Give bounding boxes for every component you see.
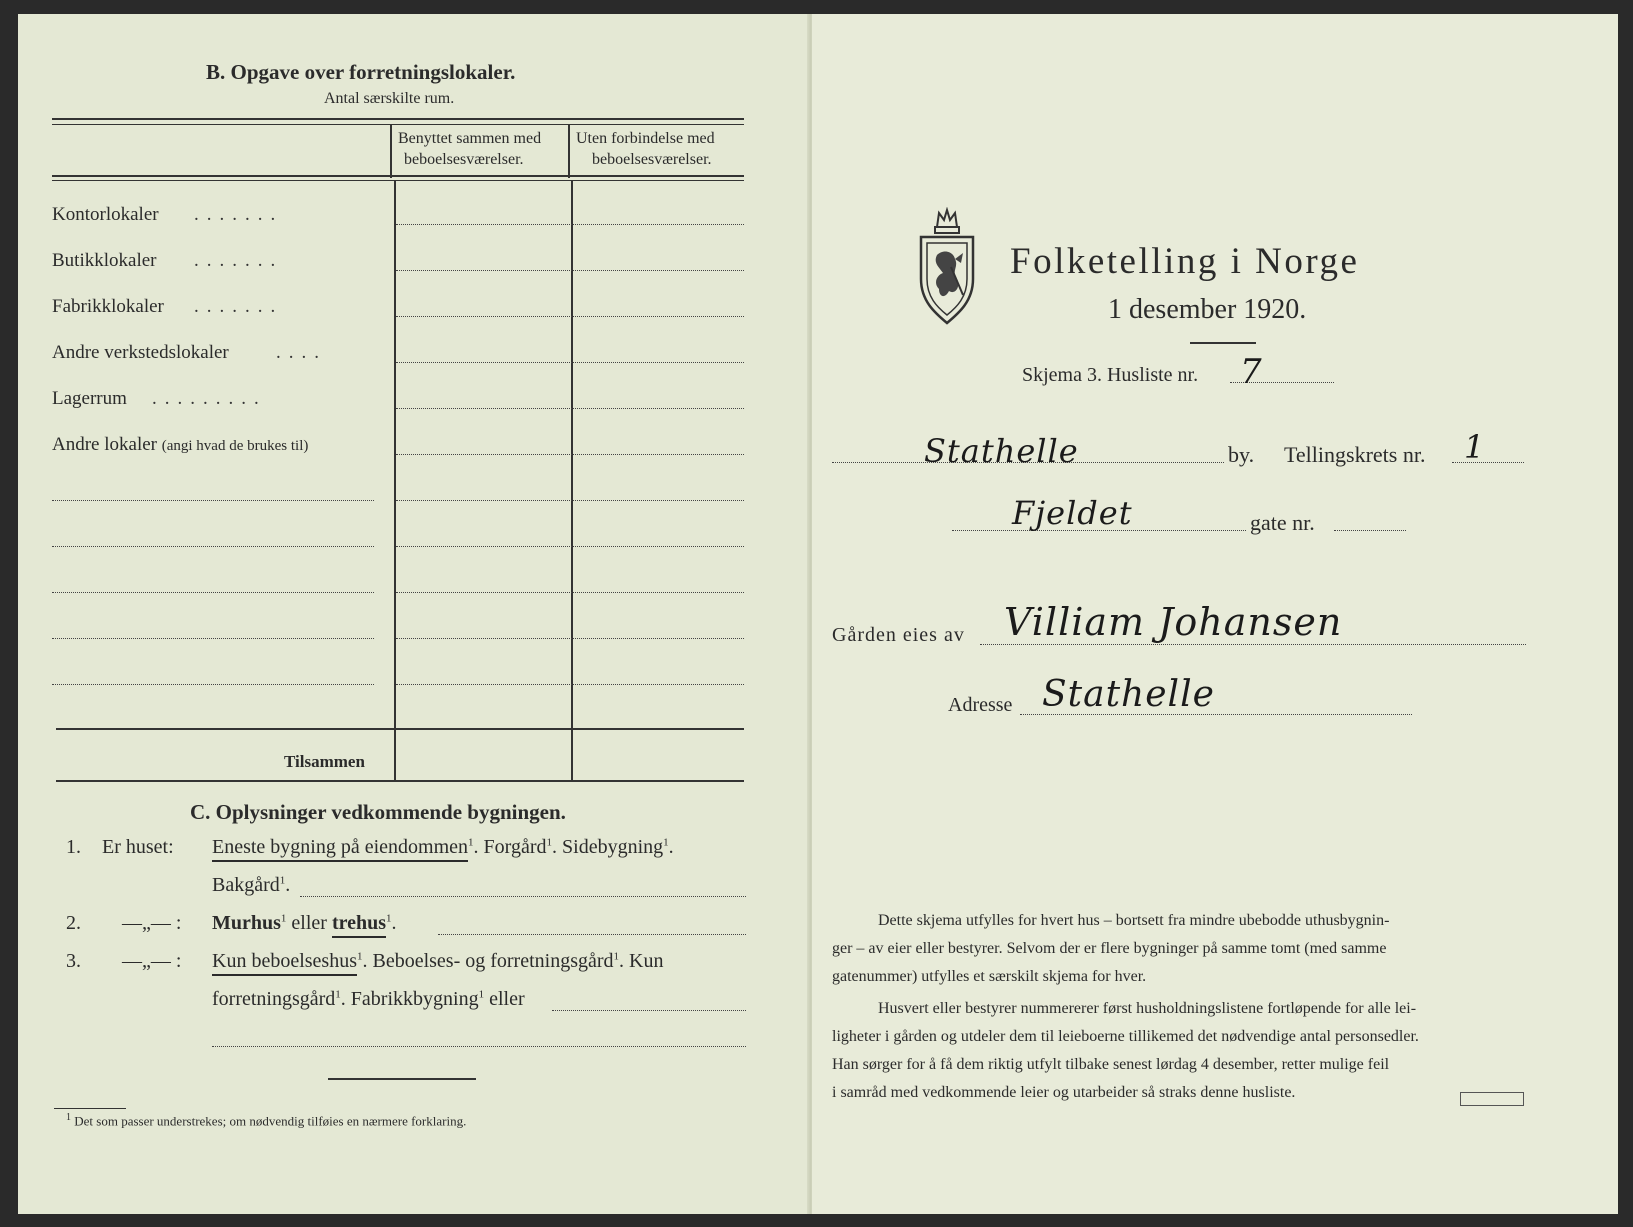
printer-stamp-icon (1460, 1092, 1524, 1106)
q2-option-trehus: trehus (332, 912, 386, 938)
tellingskrets-label: Tellingskrets nr. (1284, 442, 1426, 467)
leader-dots: ....... (194, 204, 284, 225)
q2-number: 2. (66, 912, 81, 934)
coat-of-arms-icon (915, 207, 979, 325)
by-label: by. (1228, 442, 1255, 467)
blank-line (52, 638, 374, 639)
header-bottom-rule-thin (52, 180, 744, 181)
instructions-line-6: Han sørger for å få dem riktig utfylt tilbake senest lørdag 4 desember, retter mulige feil (832, 1056, 1390, 1073)
total-bottom-rule (56, 780, 744, 782)
q3-options: Kun beboelseshus$^1$. Beboelses- og forretningsgård$^1$. Kun (212, 950, 663, 973)
q3-number: 3. (66, 950, 81, 972)
q1-number: 1. (66, 836, 81, 858)
q1-label: Er huset: (102, 836, 174, 858)
leader-dots: .... (276, 342, 327, 363)
row-line (396, 638, 744, 639)
q2-option-murhus: Murhus (212, 912, 281, 934)
right-page (812, 14, 1618, 1214)
row-line (396, 546, 744, 547)
q3-option-fabrikkbygning: Fabrikkbygning (350, 988, 479, 1010)
section-c-title: C. Oplysninger vedkommende bygningen. (190, 800, 566, 824)
row-line (396, 362, 744, 363)
blank-line (52, 684, 374, 685)
gate-label: gate nr. (1250, 510, 1315, 535)
header-bottom-rule (52, 175, 744, 177)
q1-options: Eneste bygning på eiendommen$^1$. Forgård$^1$. Sidebygning$^1$. (212, 836, 674, 859)
instructions-line-2: ger – av eier eller bestyrer. Selvom der er flere bygninger på samme tomt (med samme (832, 940, 1387, 957)
q1-option-bakgard: Bakgård (212, 874, 280, 896)
section-end-rule (328, 1078, 476, 1080)
total-top-rule (56, 728, 744, 730)
q3-label: —„— : (122, 950, 182, 972)
form-date: 1 desember 1920. (1108, 294, 1307, 325)
row-label-lager: Lagerrum (52, 388, 127, 409)
leader-dots: ....... (194, 250, 284, 271)
leader-dots: ....... (194, 296, 284, 317)
eier-value: Villiam Johansen (1004, 600, 1343, 644)
blank-line (52, 500, 374, 501)
blank-line (52, 546, 374, 547)
q3-option-forretningsgard: forretningsgård (212, 988, 336, 1010)
total-label: Tilsammen (284, 752, 365, 771)
gate-value: Fjeldet (1012, 494, 1133, 532)
q3-option-kun-beboelseshus: Kun beboelseshus (212, 950, 357, 976)
left-page (18, 14, 810, 1214)
section-b-title: B. Opgave over forretningslokaler. (206, 60, 516, 84)
q3-fill-line (552, 1010, 746, 1011)
row-label-fabrikk: Fabrikklokaler (52, 296, 164, 317)
row-line (396, 592, 744, 593)
instructions-line-4: Husvert eller bestyrer nummererer først husholdningslistene fortløpende for alle lei- (878, 1000, 1417, 1017)
tellingskrets-nr-value: 1 (1464, 428, 1486, 466)
instructions-line-7: i samråd med vedkommende leier og utarbeider så straks denne husliste. (832, 1084, 1296, 1101)
adresse-value: Stathelle (1042, 674, 1215, 715)
footnote-rule (54, 1108, 126, 1109)
adresse-label: Adresse (948, 694, 1013, 716)
q1-option-forgard: Forgård (483, 836, 547, 858)
row-line (396, 270, 744, 271)
row-line (396, 454, 744, 455)
col-divider-header-1 (390, 124, 392, 178)
row-line (396, 224, 744, 225)
husliste-nr-value: 7 (1240, 352, 1263, 392)
row-label-andre (52, 434, 308, 456)
skjema-label: Skjema 3. Husliste nr. (1022, 364, 1199, 386)
col1-header-line2: beboelsesværelser. (404, 151, 524, 168)
row-label-butikk: Butikklokaler (52, 250, 157, 271)
blank-line (52, 592, 374, 593)
census-form-sheet (18, 14, 1618, 1214)
row-line (396, 408, 744, 409)
q3-fill-line-2 (212, 1046, 746, 1047)
q2-fill-line (438, 934, 746, 935)
instructions-line-3: gatenummer) utfylles et særskilt skjema for hver. (832, 968, 1147, 985)
row-line (396, 684, 744, 685)
gate-nr-fill-line (1334, 530, 1406, 531)
row-line (396, 500, 744, 501)
table-top-rule (52, 118, 744, 120)
q2-options: Murhus$^1$ eller trehus$^1$. (212, 912, 397, 935)
eier-fill-line (980, 644, 1526, 645)
q1-option-eneste: Eneste bygning på eiendommen (212, 836, 468, 862)
q3-eller: eller (489, 988, 525, 1010)
q2-eller: eller (291, 912, 327, 934)
footnote: $^1$ Det som passer understrekes; om nødvendig tilføies en nærmere forklaring. (66, 1112, 467, 1129)
row-label-andre-note: (angi hvad de brukes til) (161, 438, 309, 454)
q1-option-sidebygning: Sidebygning (562, 836, 664, 858)
title-rule (1190, 342, 1256, 344)
eier-label: Gården eies av (832, 624, 965, 646)
row-label-verksted: Andre verkstedslokaler (52, 342, 229, 363)
q1-option-line2: Bakgård$^1$. (212, 874, 291, 896)
q3-option-kun: Kun (629, 950, 664, 972)
col2-header-line2: beboelsesværelser. (592, 151, 712, 168)
q1-fill-line (300, 896, 746, 897)
by-value: Stathelle (924, 432, 1079, 470)
instructions-line-1: Dette skjema utfylles for hvert hus – bortsett fra mindre ubebodde uthusbygnin- (878, 912, 1390, 929)
table-top-rule-thin (52, 124, 744, 125)
col2-header-line1: Uten forbindelse med (576, 130, 715, 147)
tellingskrets-fill-line (1452, 462, 1524, 463)
row-label-andre-text: Andre lokaler (52, 434, 157, 455)
q3-option-line2: forretningsgård$^1$. Fabrikkbygning$^1$ eller (212, 988, 525, 1010)
q3-option-beboelses-forretning: Beboelses- og forretningsgård (372, 950, 614, 972)
col-divider-header-2 (568, 124, 570, 178)
section-b-subtitle: Antal særskilte rum. (324, 90, 455, 107)
instructions-line-5: ligheter i gården og utdeler dem til leieboerne tillikemed det nødvendige antal personsedler. (832, 1028, 1419, 1045)
q2-label: —„— : (122, 912, 182, 934)
col1-header-line1: Benyttet sammen med (398, 130, 542, 147)
footnote-text: Det som passer understrekes; om nødvendig tilføies en nærmere forklaring. (74, 1113, 467, 1129)
form-title: Folketelling i Norge (1010, 241, 1360, 282)
row-line (396, 316, 744, 317)
leader-dots: ......... (152, 388, 267, 409)
row-label-kontor: Kontorlokaler (52, 204, 159, 225)
